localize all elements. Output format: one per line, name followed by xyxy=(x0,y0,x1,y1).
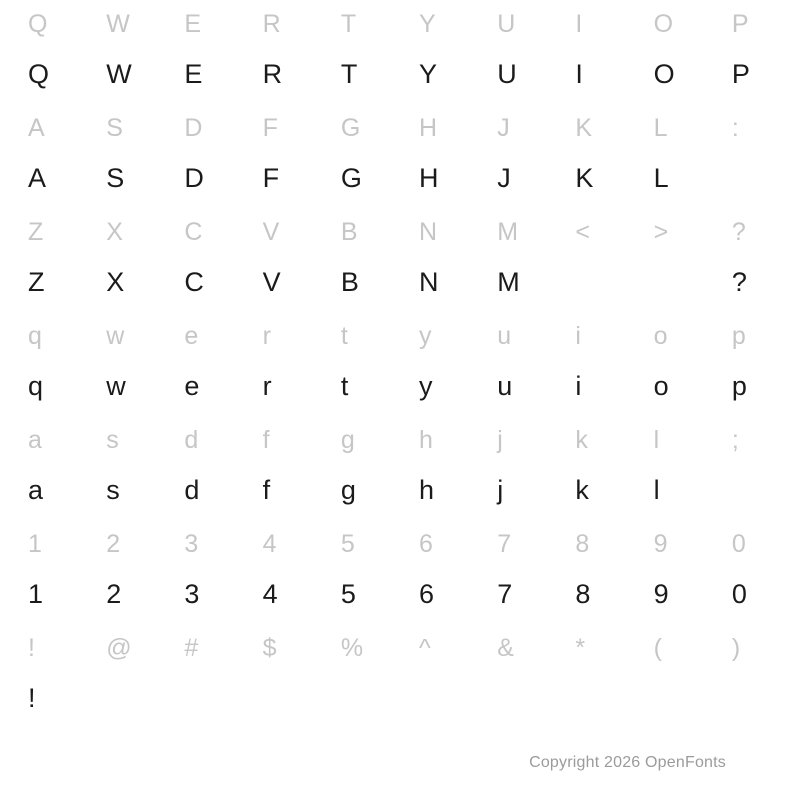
glyph-cell: H xyxy=(419,163,439,193)
glyph-cell: t xyxy=(340,322,348,350)
glyph-cell: O xyxy=(653,10,674,38)
glyph-cell: 9 xyxy=(653,579,669,609)
glyph-cell: M xyxy=(497,267,520,297)
glyph-cell: I xyxy=(575,59,583,89)
glyph-cell: 4 xyxy=(262,530,277,558)
glyph-cell: g xyxy=(340,475,356,505)
glyph-cell: ; xyxy=(731,426,739,454)
glyph-cell: B xyxy=(340,267,359,297)
glyph-cell: R xyxy=(262,59,283,89)
glyph-cell: r xyxy=(262,322,271,350)
glyph-cell: u xyxy=(497,322,512,350)
glyph-cell: ? xyxy=(731,218,746,246)
glyph-cell: ^ xyxy=(419,634,431,662)
glyph-cell: P xyxy=(731,59,750,89)
glyph-cell: P xyxy=(731,10,749,38)
glyph-cell: G xyxy=(340,163,362,193)
glyph-cell: k xyxy=(575,475,589,505)
glyph-row-filled xyxy=(0,464,800,516)
glyph-cell: w xyxy=(106,322,125,350)
glyph-cell: C xyxy=(184,218,203,246)
glyph-row-outline xyxy=(0,520,800,568)
glyph-cell: U xyxy=(497,59,517,89)
glyph-cell: ? xyxy=(731,267,747,297)
glyph-row-outline xyxy=(0,312,800,360)
glyph-cell: U xyxy=(497,10,516,38)
glyph-cell: d xyxy=(184,426,199,454)
glyph-cell: @ xyxy=(106,634,132,662)
glyph-cell: Y xyxy=(419,59,438,89)
glyph-cell: 0 xyxy=(731,579,747,609)
glyph-cell: ! xyxy=(28,634,35,662)
glyph-cell: j xyxy=(497,475,504,505)
glyph-cell: * xyxy=(575,634,586,662)
glyph-cell: l xyxy=(653,426,660,454)
glyph-cell: C xyxy=(184,267,204,297)
glyph-cell: h xyxy=(419,475,435,505)
glyph-cell: 5 xyxy=(340,530,355,558)
glyph-cell: q xyxy=(28,371,44,401)
glyph-cell xyxy=(96,672,174,724)
glyph-cell: 2 xyxy=(106,530,121,558)
glyph-cell: s xyxy=(106,475,120,505)
glyph-cell: k xyxy=(575,426,588,454)
glyph-cell: > xyxy=(653,218,669,246)
glyph-row-filled xyxy=(0,152,800,204)
glyph-row-outline xyxy=(0,416,800,464)
glyph-cell: Q xyxy=(28,59,50,89)
glyph-cell: 8 xyxy=(575,530,590,558)
glyph-row-filled xyxy=(0,568,800,620)
glyph-cell: V xyxy=(262,267,281,297)
glyph-cell: E xyxy=(184,10,202,38)
glyph-row-outline xyxy=(0,0,800,48)
glyph-cell xyxy=(722,672,800,724)
glyph-cell: G xyxy=(340,114,361,142)
copyright-notice: Copyright 2026 OpenFonts xyxy=(529,754,726,771)
glyph-cell: 0 xyxy=(731,530,746,558)
glyph-cell xyxy=(722,464,800,516)
glyph-cell: M xyxy=(497,218,519,246)
glyph-cell: i xyxy=(575,322,581,350)
glyph-cell: g xyxy=(340,426,355,454)
glyph-cell: h xyxy=(419,426,433,454)
glyph-cell: A xyxy=(28,163,47,193)
glyph-cell: f xyxy=(262,426,270,454)
glyph-cell: 1 xyxy=(28,530,42,558)
row-spacer xyxy=(0,724,800,728)
glyph-cell: o xyxy=(653,371,669,401)
glyph-cell: K xyxy=(575,114,593,142)
glyph-cell: W xyxy=(106,59,132,89)
glyph-cell: & xyxy=(497,634,514,662)
glyph-cell: ) xyxy=(731,634,741,662)
glyph-cell: 5 xyxy=(340,579,356,609)
glyph-cell: J xyxy=(497,114,510,142)
glyph-cell: % xyxy=(340,634,364,662)
glyph-cell: 3 xyxy=(184,579,200,609)
glyph-cell: R xyxy=(262,10,281,38)
glyph-cell: r xyxy=(262,371,272,401)
glyph-cell: E xyxy=(184,59,203,89)
glyph-cell: A xyxy=(28,114,45,142)
glyph-cell: y xyxy=(419,371,433,401)
glyph-row-outline xyxy=(0,104,800,152)
glyph-cell: ( xyxy=(653,634,662,662)
glyph-cell: 3 xyxy=(184,530,199,558)
glyph-row-filled xyxy=(0,256,800,308)
glyph-row-outline xyxy=(0,208,800,256)
glyph-cell: 7 xyxy=(497,530,512,558)
glyph-cell xyxy=(253,672,331,724)
glyph-cell: 1 xyxy=(28,579,44,609)
glyph-cell: 7 xyxy=(497,579,513,609)
glyph-cell: 6 xyxy=(419,579,435,609)
glyph-cell xyxy=(644,256,722,308)
glyph-cell: p xyxy=(731,322,746,350)
glyph-row-filled xyxy=(0,360,800,412)
glyph-cell: : xyxy=(731,114,739,142)
glyph-cell: F xyxy=(262,163,280,193)
glyph-cell: 8 xyxy=(575,579,591,609)
glyph-row-filled xyxy=(0,672,800,724)
glyph-cell xyxy=(722,152,800,204)
glyph-cell: i xyxy=(575,371,582,401)
glyph-cell: Y xyxy=(419,10,436,38)
glyph-cell: $ xyxy=(262,634,277,662)
glyph-cell: H xyxy=(419,114,438,142)
glyph-cell: I xyxy=(575,10,583,38)
glyph-cell: s xyxy=(106,426,119,454)
glyph-cell: S xyxy=(106,114,123,142)
glyph-cell: w xyxy=(106,371,126,401)
glyph-cell xyxy=(565,256,643,308)
glyph-cell: 6 xyxy=(419,530,433,558)
glyph-cell: < xyxy=(575,218,591,246)
glyph-cell xyxy=(644,672,722,724)
glyph-cell: Z xyxy=(28,218,44,246)
glyph-cell: Q xyxy=(28,10,48,38)
glyph-cell: ! xyxy=(28,683,36,713)
glyph-cell xyxy=(174,672,252,724)
glyph-cell: J xyxy=(497,163,511,193)
glyph-cell: X xyxy=(106,218,123,246)
glyph-cell xyxy=(409,672,487,724)
glyph-cell: B xyxy=(340,218,358,246)
glyph-cell xyxy=(331,672,409,724)
glyph-cell: q xyxy=(28,322,42,350)
glyph-cell: V xyxy=(262,218,280,246)
glyph-cell: d xyxy=(184,475,200,505)
glyph-cell: F xyxy=(262,114,278,142)
glyph-cell: f xyxy=(262,475,271,505)
glyph-cell: L xyxy=(653,114,668,142)
glyph-cell xyxy=(565,672,643,724)
glyph-cell: S xyxy=(106,163,125,193)
glyph-cell: D xyxy=(184,163,204,193)
glyph-cell: 4 xyxy=(262,579,278,609)
glyph-cell: u xyxy=(497,371,513,401)
glyph-cell: e xyxy=(184,371,200,401)
glyph-cell: X xyxy=(106,267,125,297)
glyph-cell: # xyxy=(184,634,199,662)
glyph-cell: o xyxy=(653,322,668,350)
glyph-cell: T xyxy=(340,59,358,89)
glyph-cell: j xyxy=(497,426,503,454)
glyph-row-filled xyxy=(0,48,800,100)
glyph-cell: e xyxy=(184,322,199,350)
glyph-cell: p xyxy=(731,371,747,401)
glyph-cell: l xyxy=(653,475,660,505)
glyph-cell: L xyxy=(653,163,669,193)
glyph-cell: y xyxy=(419,322,432,350)
glyph-cell: a xyxy=(28,426,42,454)
glyph-cell xyxy=(487,672,565,724)
glyph-cell: O xyxy=(653,59,675,89)
glyph-cell: K xyxy=(575,163,594,193)
glyph-cell: N xyxy=(419,218,438,246)
glyph-cell: D xyxy=(184,114,203,142)
glyph-cell: W xyxy=(106,10,130,38)
glyph-cell: N xyxy=(419,267,439,297)
glyph-cell: 9 xyxy=(653,530,668,558)
glyph-cell: t xyxy=(340,371,349,401)
glyph-cell: Z xyxy=(28,267,45,297)
glyph-cell: a xyxy=(28,475,44,505)
glyph-cell: 2 xyxy=(106,579,122,609)
glyph-cell: T xyxy=(340,10,357,38)
glyph-row-outline xyxy=(0,624,800,672)
